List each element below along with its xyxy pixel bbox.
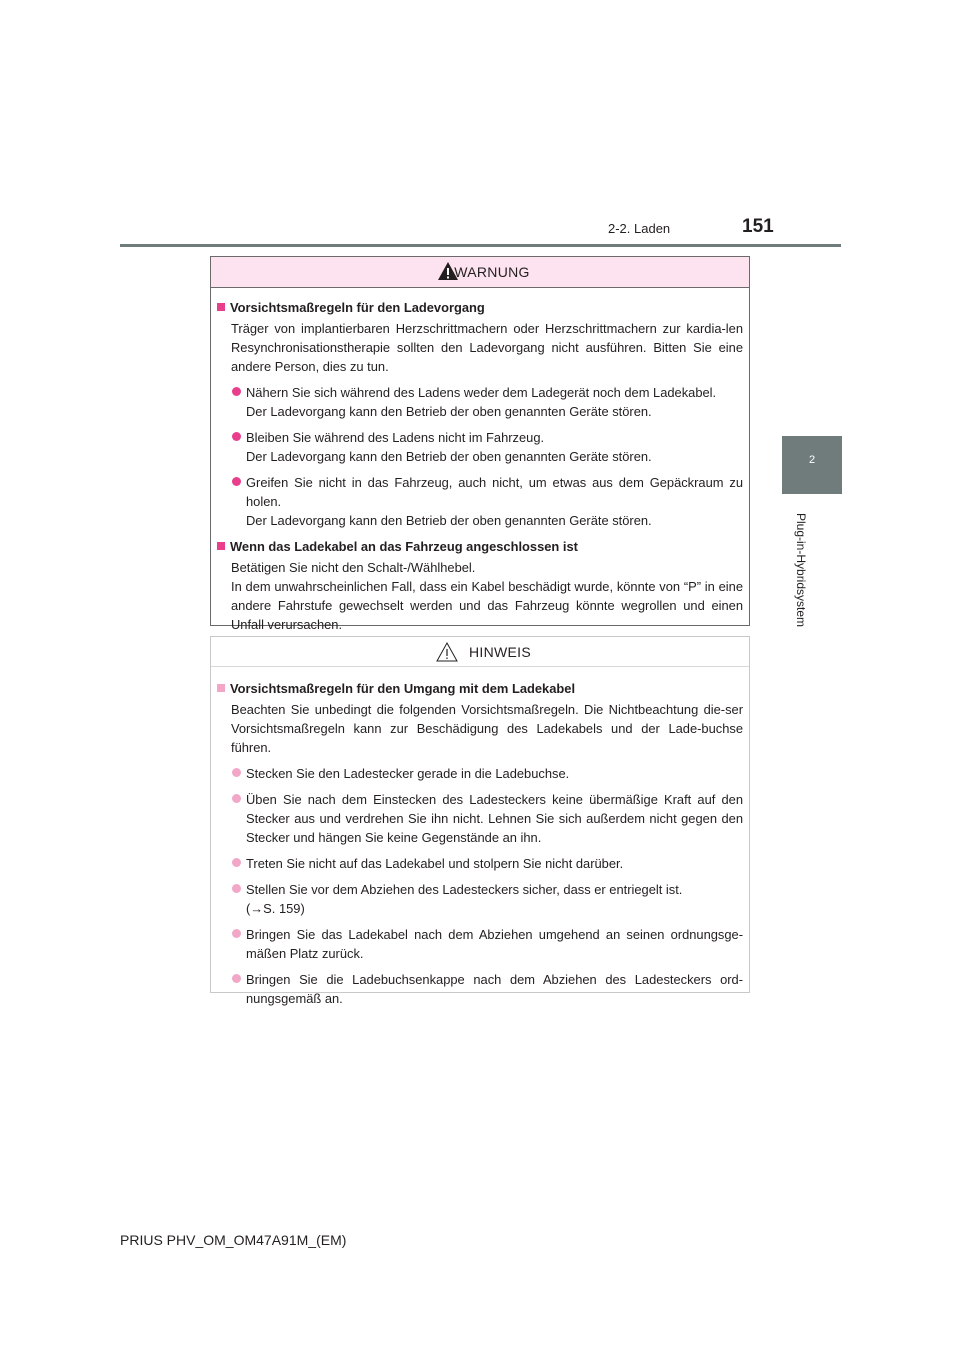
note-title: HINWEIS	[469, 643, 531, 660]
header-rule	[120, 244, 841, 247]
text-line: In dem unwahrscheinlichen Fall, dass ein Kabel beschädigt wurde, könnte von “P” in eine andere Fahrstufe gewechselt werden und das Fahrzeug könnte wegrollen und einen Unfall verursachen.	[231, 579, 743, 632]
list-item	[217, 383, 743, 421]
heading-text: Wenn das Ladekabel an das Fahrzeug angeschlossen ist	[230, 539, 578, 554]
square-bullet-icon	[217, 684, 225, 692]
heading-text: Vorsichtsmaßregeln für den Ladevorgang	[230, 300, 485, 315]
list-item	[217, 970, 743, 1008]
bullet-line: Üben Sie nach dem Einstecken des Ladesteckers keine übermäßige Kraft auf den Stecker aus und verdrehen Sie ihn nicht. Lehnen Sie sich außerdem nicht gegen den Stecker und hängen Sie keine Gegenstände an ihn.	[246, 792, 743, 845]
square-bullet-icon	[217, 542, 225, 550]
bullet-line: Treten Sie nicht auf das Ladekabel und stolpern Sie nicht darüber.	[246, 856, 624, 871]
side-chapter-tab: 2	[782, 436, 842, 494]
round-bullet-icon	[232, 929, 241, 938]
bullet-line: Der Ladevorgang kann den Betrieb der oben genannten Geräte stören.	[246, 404, 652, 419]
round-bullet-icon	[232, 477, 241, 486]
warning-text-1: Träger von implantierbaren Herzschrittmachern oder Herzschrittmachern zur kardia-len Resynchronisationstherapie sollten den Ladevorgang nicht ausführen. Bitten Sie eine andere Person, dies zu tun.	[231, 321, 743, 374]
warning-body	[211, 288, 749, 634]
warning-title: WARNUNG	[454, 264, 530, 280]
square-bullet-icon	[217, 303, 225, 311]
bullet-line: Bringen Sie die Ladebuchsenkappe nach dem Abziehen des Ladesteckers ord-nungsgemäß an.	[246, 972, 743, 1006]
bullet-line: Stellen Sie vor dem Abziehen des Ladesteckers sicher, dass er entriegelt ist.	[246, 882, 683, 897]
page-number: 151	[742, 216, 774, 237]
round-bullet-icon	[232, 974, 241, 983]
footer-document-code: PRIUS PHV_OM_OM47A91M_(EM)	[120, 1232, 347, 1248]
list-item	[217, 925, 743, 963]
bullet-line: Greifen Sie nicht in das Fahrzeug, auch nicht, um etwas aus dem Gepäckraum zu holen.	[246, 475, 743, 509]
note-box	[210, 636, 750, 1006]
note-text: Beachten Sie unbedingt die folgenden Vorsichtsmaßregeln. Die Nichtbeachtung die-ser Vorsichtsmaßregeln kann zur Beschädigung des Ladekabels und der Lade-buchse führen.	[231, 702, 743, 755]
round-bullet-icon	[232, 794, 241, 803]
round-bullet-icon	[232, 858, 241, 867]
warning-header	[211, 257, 749, 288]
note-body	[211, 667, 749, 1008]
bullet-line: Der Ladevorgang kann den Betrieb der oben genannten Geräte stören.	[246, 513, 652, 528]
warning-box	[210, 256, 750, 632]
warning-text-2	[217, 558, 743, 634]
list-item	[217, 764, 743, 783]
warning-heading-2	[217, 537, 743, 556]
round-bullet-icon	[232, 387, 241, 396]
bullet-line: Der Ladevorgang kann den Betrieb der oben genannten Geräte stören.	[246, 449, 652, 464]
note-header	[211, 637, 749, 667]
list-item	[217, 854, 743, 873]
bullet-line: Bleiben Sie während des Ladens nicht im Fahrzeug.	[246, 430, 545, 445]
caution-triangle-icon	[436, 641, 458, 663]
page-reference: (→S. 159)	[246, 901, 305, 916]
list-item	[217, 473, 743, 530]
header-section-title: 2-2. Laden	[608, 221, 671, 236]
round-bullet-icon	[232, 432, 241, 441]
warning-triangle-icon	[437, 260, 459, 282]
list-item	[217, 428, 743, 466]
bullet-line: Bringen Sie das Ladekabel nach dem Abziehen umgehend an seinen ordnungsge-mäßen Platz zurück.	[246, 927, 743, 961]
round-bullet-icon	[232, 768, 241, 777]
warning-heading-1	[217, 298, 743, 317]
text-line: Betätigen Sie nicht den Schalt-/Wählhebel.	[231, 560, 476, 575]
bullet-line: Nähern Sie sich während des Ladens weder dem Ladegerät noch dem Ladekabel.	[246, 385, 717, 400]
side-chapter-label: Plug-in-Hybridsystem	[794, 512, 808, 628]
note-heading	[217, 679, 743, 698]
bullet-line: Stecken Sie den Ladestecker gerade in die Ladebuchse.	[246, 766, 570, 781]
list-item	[217, 880, 743, 918]
round-bullet-icon	[232, 884, 241, 893]
heading-text: Vorsichtsmaßregeln für den Umgang mit dem Ladekabel	[230, 681, 576, 696]
list-item	[217, 790, 743, 847]
